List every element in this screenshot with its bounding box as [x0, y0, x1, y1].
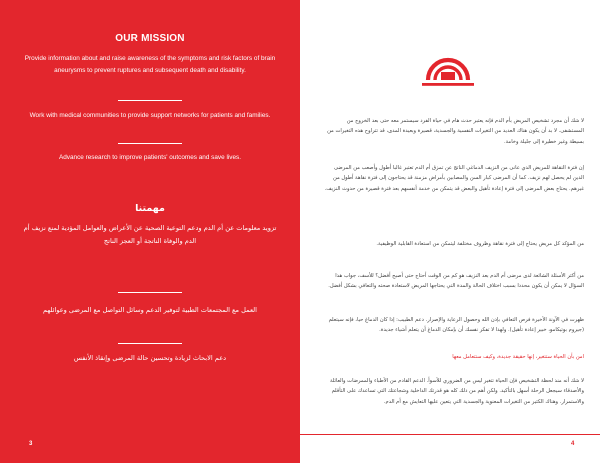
- ar-mission-item-3: دعم الابحاث لزيادة وتحسين حالة المرضى وإنقاذ الأنفس: [73, 354, 227, 362]
- en-mission-item-1: Provide information about and raise awareness of the symptoms and risk factors of brain aneurysms to prevent ruptures and subsequent death and disability.: [24, 55, 276, 75]
- page-number: 4: [571, 441, 575, 447]
- paragraph: من أكثر الأسئلة الشائعة لدى مرضى أم الدم بعد النزيف هو كم من الوقت أحتاج حتى أصبح أفضل؟ للأسف، جواب هذا السؤال لا يمكن أن يكون محددا بسبب اختلاف الحالة والمدة التي يحتاجها المريض لاستعادة صحته والتعافي بشكل أفضل.: [328, 273, 584, 290]
- paragraph: إن فترة النقاهة للمريض الذي عانى من النزيف الدماغي الناتج عن تمزق أم الدم تعتبر غالبا أطول وأصعب من المرضى الذين لم يحصل لهم نزيف. كما أن المرضى كبار السن والمصابين بأمراض مزمنة قد يحتاجون إلى فترة نقاهة أطول من غيرهم. يحتاج بعض المرضى إلى فترة إعادة تأهيل والبعض قد يتمكن من خدمة أنفسهم بعد فترة قصيرة من حدوث النزيف.: [324, 165, 584, 192]
- divider: [118, 343, 182, 344]
- highlight-heading: امن بأن الحياة ستتغير، إنها حقيقة جديدة، وكيف ستتعامل معها: [452, 354, 584, 360]
- paragraph: من المؤكد كل مريض يحتاج إلى فترة نقاهة وظروف مختلفة ليتمكن من استعادة القابلية الوظيفية.: [376, 241, 584, 247]
- ar-mission-item-1: تزويد معلومات عن أم الدم ودعم التوعية الصحية عن الأعراض والعوامل المؤدية لمنع نزيف أم الدم والوفاة الناتجة أو العجز الناتج: [23, 224, 277, 245]
- ar-mission-item-2: العمل مع المجتمعات الطبية لتوفير الدعم وسائل التواصل مع المرضى وعوائلهم: [43, 306, 257, 314]
- paragraph: لا شك أن مجرد تشخيص المريض بأم الدم فإنه يعتبر حدث هام في حياة الفرد سيستمر معه حتى بعد الخروج من المستشفى. لا بد أن يكون هناك العديد من التغيرات النفسية والجسدية، قصيرة وبعيدة المدى، قد تتراوح هذه التغيرات من بسيطة وغير خطيرة إلى جليلة وخامة.: [327, 118, 584, 145]
- paragraph: ظهرت في الآونة الأخيرة فرص التعافي بإذن الله وحصول الرعاية والإصرار. دعم الطبيب: إذا كان الدماغ حيا، فإنه سيتعلم (جيروم بوتيكامو، خبير إعادة تأهيل). ولهذا لا تفكر نفسك أن بإمكان الدماغ أن يتعلم أشياء جديدة.: [328, 317, 584, 334]
- semicircle-arcs-logo-icon: [416, 46, 480, 100]
- divider: [118, 100, 182, 101]
- paragraph: لا شك أنه منذ لحظة التشخيص فإن الحياة تتغير ليس من الضروري للأسوأ. الدعم القادم من الأطباء والممرضات والعائلة والأصدقاء سيجعل الرحلة أسهل بالتأكيد. ولكن أهم من ذلك كله هو قدرتك الداخلية وشجاعتك التي تساعدك على التأقلم والاستمرار. وهناك الكثير من التغيرات المعنوية والجسدية التي يتعين عليها التعايش مع أم الدم.: [329, 378, 584, 405]
- divider: [118, 143, 182, 144]
- footer-rule: [300, 434, 600, 435]
- en-mission-item-2: Work with medical communities to provide support networks for patients and families.: [29, 112, 271, 119]
- en-mission-item-3: Advance research to improve patients' outcomes and save lives.: [58, 154, 242, 161]
- mission-title: OUR MISSION: [115, 33, 185, 44]
- divider: [118, 292, 182, 293]
- ar-mission-title: مهمتنا: [135, 203, 165, 214]
- page-number: 3: [29, 441, 33, 447]
- right-page: [300, 0, 600, 463]
